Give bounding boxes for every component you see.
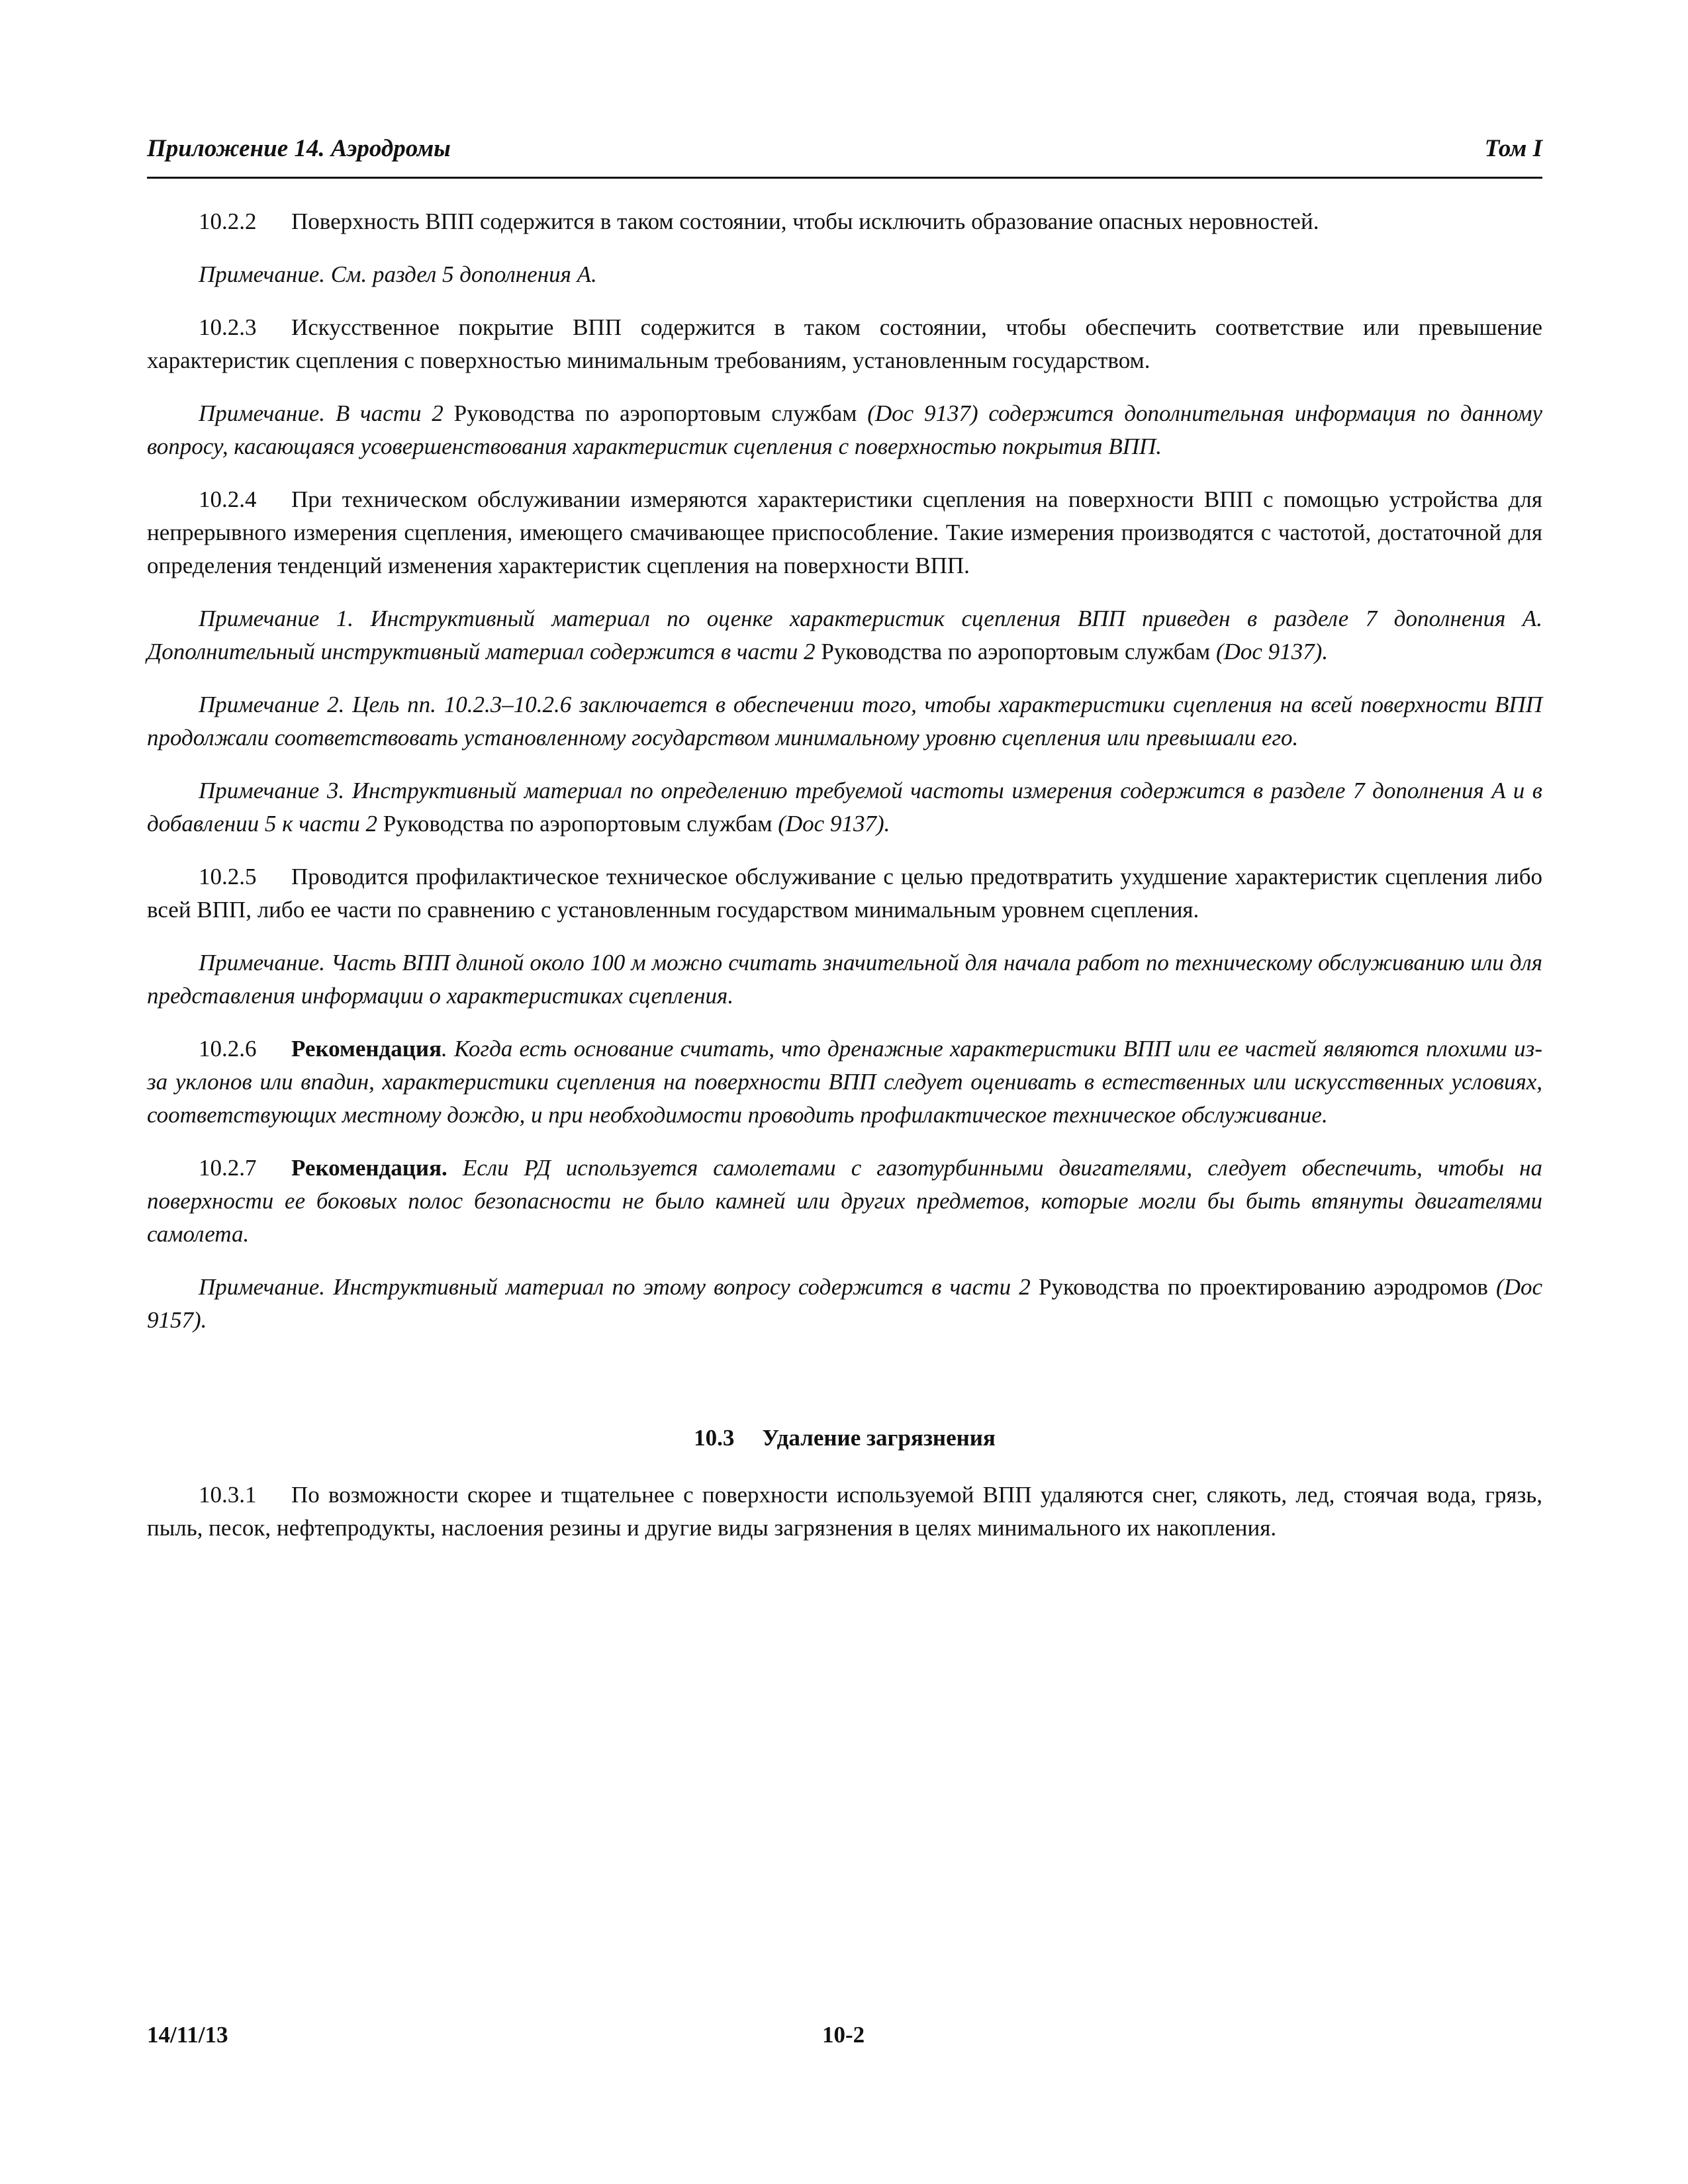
paragraph-number: 10.2.3 — [199, 314, 257, 340]
paragraph-number: 10.2.5 — [199, 864, 257, 889]
paragraph-10-2-5 — [147, 860, 1542, 927]
doc-title: Руководства по аэропортовым службам — [383, 811, 773, 837]
running-header — [147, 129, 1542, 179]
header-title: Приложение 14. Аэродромы — [147, 135, 451, 162]
page-number: 10-2 — [822, 2022, 865, 2048]
note-10-2-3 — [147, 397, 1542, 463]
paragraph-number: 10.2.2 — [199, 208, 257, 234]
paragraph-number: 10.2.4 — [199, 486, 257, 512]
paragraph-text: Если РД используется самолетами с газотурбинными двигателями, следует обеспечить, чтобы на поверхности ее боковых полос безопасности не было камней или других предметов, которые могли бы быть втянуты двигателями самолета. — [147, 1155, 1542, 1247]
paragraph-text: По возможности скорее и тщательнее с поверхности используемой ВПП удаляются снег, слякоть, лед, стоячая вода, грязь, пыль, песок, нефтепродукты, наслоения резины и другие виды загрязнения в целях минимального их накопления. — [147, 1482, 1542, 1541]
recommendation-label: Рекомендация — [291, 1036, 442, 1062]
recommendation-label: Рекомендация. — [291, 1155, 447, 1181]
note-10-2-7 — [147, 1271, 1542, 1337]
doc-title: Руководства по проектированию аэродромов — [1039, 1274, 1488, 1300]
paragraph-text: При техническом обслуживании измеряются характеристики сцепления на поверхности ВПП с помощью устройства для непрерывного измерения сцепления, имеющего смачивающее приспособление. Такие измерения производятся с частотой, достаточной для определения тенденций изменения характеристик сцепления на поверхности ВПП. — [147, 486, 1542, 578]
section-number: 10.3 — [694, 1425, 735, 1451]
note-text: (Doc 9137). — [1210, 639, 1329, 664]
note-text: Примечание 1. Инструктивный материал по оценке характеристик сцепления ВПП приведен в разделе 7 дополнения A. Дополнительный инструктивный материал содержится в части 2 — [147, 606, 1542, 664]
paragraph-text: Проводится профилактическое техническое обслуживание с целью предотвратить ухудшение характеристик сцепления либо всей ВПП, либо ее части по сравнению с установленным государством минимальным уровнем сцепления. — [147, 864, 1542, 923]
doc-title: Руководства по аэропортовым службам — [821, 639, 1211, 664]
note-text: (Doc 9137) содержится дополнительная информация по данному вопросу, касающаяся усовершенствования характеристик сцепления с поверхностью покрытия ВПП. — [147, 400, 1542, 459]
paragraph-10-3-1 — [147, 1479, 1542, 1545]
note-10-2-2: Примечание. См. раздел 5 дополнения A. — [199, 261, 597, 287]
note-text: Примечание. Инструктивный материал по этому вопросу содержится в части 2 — [199, 1274, 1039, 1300]
paragraph-10-2-6 — [147, 1032, 1542, 1132]
footer-date: 14/11/13 — [147, 2022, 228, 2048]
note-text: (Doc 9137). — [772, 811, 890, 837]
paragraph-text: Поверхность ВПП содержится в таком состоянии, чтобы исключить образование опасных неровностей. — [291, 208, 1319, 234]
note-text: Примечание. В части 2 — [199, 400, 454, 426]
page — [147, 129, 1542, 1545]
note-text: (Doc 9157). — [147, 1274, 1542, 1333]
paragraph-number: 10.3.1 — [199, 1482, 257, 1508]
doc-title: Руководства по аэропортовым службам — [453, 400, 857, 426]
section-title: Удаление загрязнения — [762, 1425, 996, 1451]
note-10-2-5: Примечание. Часть ВПП длиной около 100 м можно считать значительной для начала работ по техническому обслуживанию или для представления информации о характеристиках сцепления. — [147, 950, 1542, 1009]
section-heading-10-3 — [147, 1422, 1542, 1455]
note-2-10-2-4: Примечание 2. Цель пп. 10.2.3–10.2.6 заключается в обеспечении того, чтобы характеристики сцепления на всей поверхности ВПП продолжали соответствовать установленному государством минимальному уровню сцепления или превышали его. — [147, 692, 1542, 751]
body-text — [147, 205, 1542, 1545]
header-volume: Том I — [1484, 135, 1542, 162]
paragraph-10-2-3 — [147, 311, 1542, 377]
note-1-10-2-4 — [147, 602, 1542, 668]
paragraph-10-2-4 — [147, 483, 1542, 582]
paragraph-10-2-7 — [147, 1152, 1542, 1251]
paragraph-number: 10.2.6 — [199, 1036, 257, 1062]
paragraph-number: 10.2.7 — [199, 1155, 257, 1181]
paragraph-text: Искусственное покрытие ВПП содержится в таком состоянии, чтобы обеспечить соответствие или превышение характеристик сцепления с поверхностью минимальным требованиям, установленным государством. — [147, 314, 1542, 373]
paragraph-10-2-2 — [147, 205, 1542, 238]
note-text: Примечание 3. Инструктивный материал по определению требуемой частоты измерения содержится в разделе 7 дополнения A и в добавлении 5 к части 2 — [147, 778, 1542, 837]
paragraph-text: . Когда есть основание считать, что дренажные характеристики ВПП или ее частей являются плохими из-за уклонов или впадин, характеристики сцепления на поверхности ВПП следует оценивать в естественных или искусственных условиях, соответствующих местному дождю, и при необходимости проводить профилактическое техническое обслуживание. — [147, 1036, 1542, 1128]
note-3-10-2-4 — [147, 774, 1542, 841]
